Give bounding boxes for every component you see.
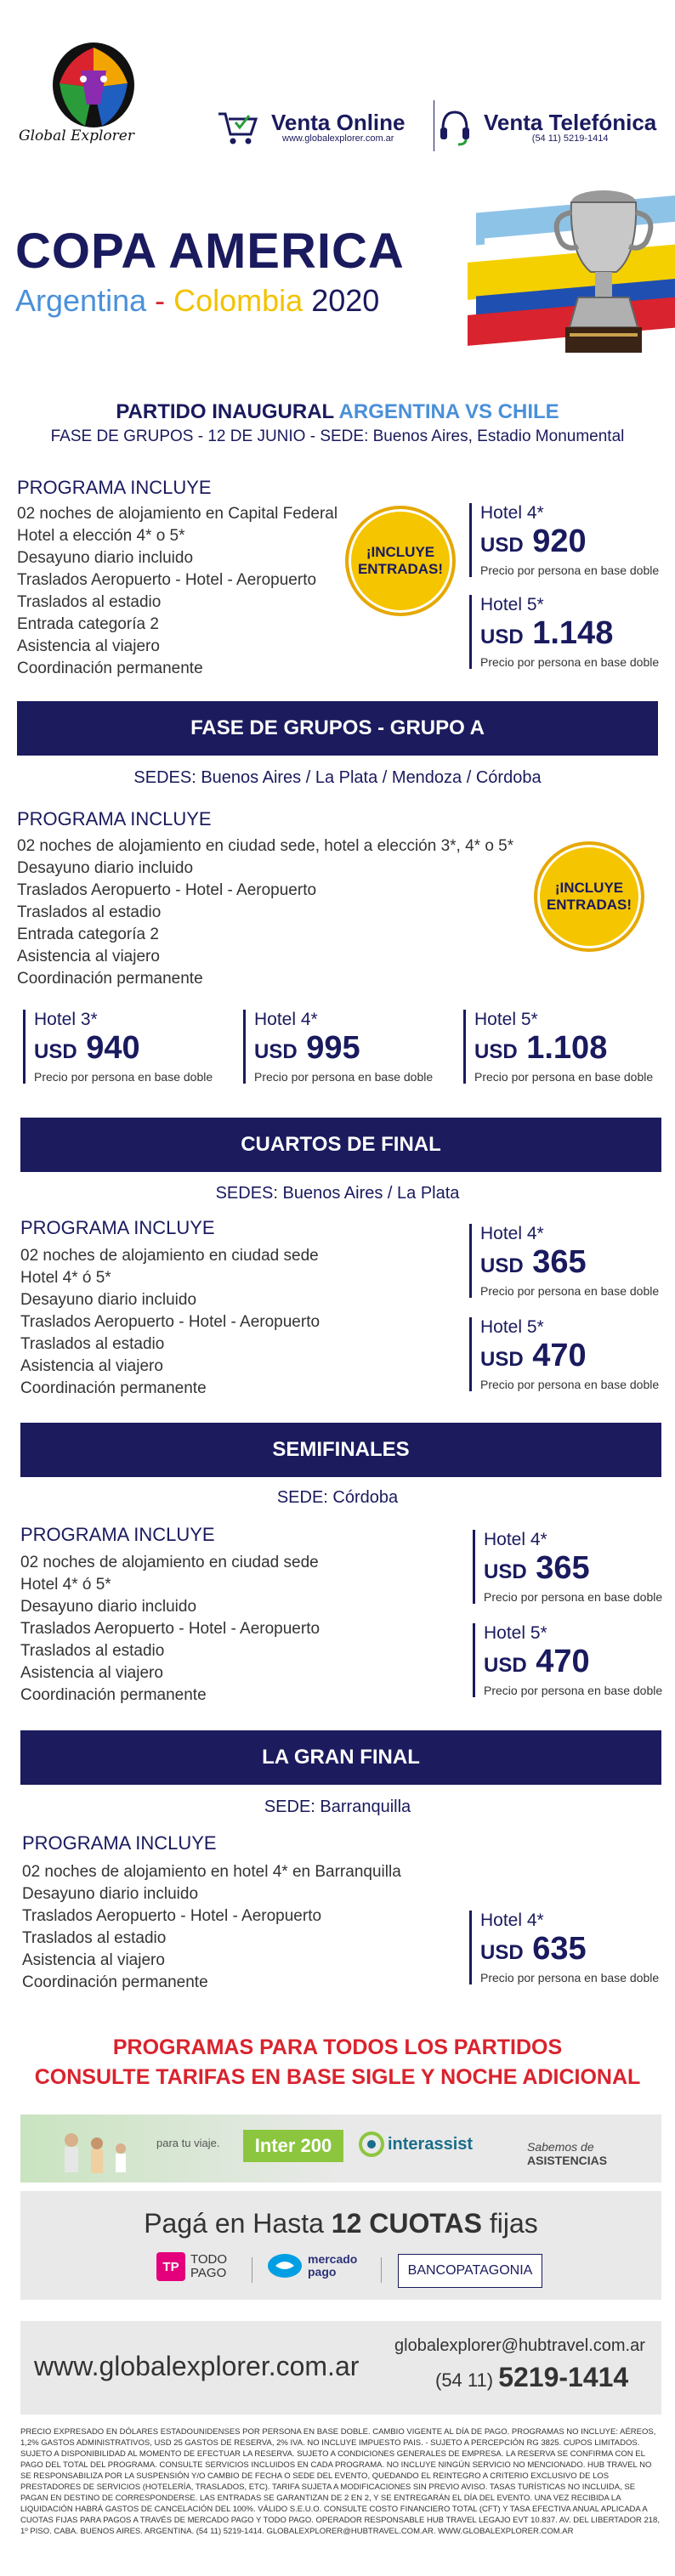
- price-note: Precio por persona en base doble: [480, 1378, 660, 1391]
- page-subtitle: [15, 283, 379, 319]
- inaugural-program-heading: PROGRAMA INCLUYE: [17, 477, 212, 498]
- hotel-price-card[interactable]: [473, 1623, 662, 1697]
- price-note: Precio por persona en base doble: [480, 563, 660, 577]
- price-value: 365: [536, 1550, 590, 1586]
- list-item: Desayuno diario incluido: [20, 1598, 197, 1616]
- hotel-name: Hotel 5*: [484, 1623, 547, 1643]
- price-value: 1.108: [526, 1030, 608, 1066]
- todopago-top: TODO: [190, 2252, 228, 2267]
- hotel-name: Hotel 5*: [480, 1317, 544, 1337]
- payment-prefix: Pagá en Hasta: [144, 2208, 332, 2239]
- list-item: Hotel 4* ó 5*: [20, 1269, 111, 1287]
- cta-line-1: PROGRAMAS PARA TODOS LOS PARTIDOS: [112, 2035, 563, 2059]
- group-program-heading: PROGRAMA INCLUYE: [17, 808, 212, 829]
- inaugural-subtitle: FASE DE GRUPOS - 12 DE JUNIO - SEDE: Buenos Aires, Estadio Monumental: [50, 427, 625, 445]
- list-item: Desayuno diario incluido: [17, 859, 194, 877]
- footer-phone[interactable]: [435, 2362, 628, 2393]
- list-item: Asistencia al viajero: [20, 1357, 163, 1375]
- list-item: Traslados Aeropuerto - Hotel - Aeropuerto: [17, 881, 317, 899]
- quarters-sedes: SEDES: Buenos Aires / La Plata: [215, 1184, 460, 1203]
- list-item: Traslados Aeropuerto - Hotel - Aeropuerto: [22, 1907, 322, 1925]
- quarters-items: [20, 1245, 320, 1400]
- price-value: 1.148: [532, 615, 614, 651]
- legal-text: PRECIO EXPRESADO EN DÓLARES ESTADOUNIDENSES POR PERSONA EN BASE DOBLE. CAMBIO VIGENTE AL DÍA DE PAGO. PROGRAMAS NO INCLUYE: AÉREOS, 1,2% GASTOS ADMINISTRATIVOS, USD 25 GASTOS DE RESERVA, 2% IVA. NO INCLUYE IMPUESTO PAIS. - SUJETO A PERCEPCIÓN RG 3825. CUPOS LIMITADOS. SUJETO A DISPONIBILIDAD AL MOMENTO DE EFECTUAR LA RESERVA. SUJETO A CONDICIONES GENERALES DE EMPRESA. LA RESERVA SE CONFIRMA CON EL PAGO DEL TOTAL DEL PROGRAMA. CONSULTE SERVICIOS INCLUIDOS EN CADA PROGRAMA. NO INCLUYE NINGÚN SERVICIO NO MENCIONADO. HUB TRAVEL NO SE RESPONSABILIZA POR LA SUSPENSIÓN Y/O CAMBIO DE FECHA O SEDE DEL EVENTO, QUEDANDO EL REINTEGRO A CRITERIO EXCLUSIVO DE LOS PRESTADORES DE SERVICIOS (HOTELERÍA, TRASLADOS, ETC). TARIFA SUJETA A MODIFICACIONES SIN PREVIO AVISO. TASAS TURÍSTICAS NO INCLUIDA, SE PAGAN EN DESTINO DE CORRESPONDERSE. LAS ENTRADAS SE GARANTIZAN DE 2 EN 2, Y SE ENTREGARÁN EL DÍA DEL EVENTO. UNA VEZ RECIBIDA LA LIQUIDACIÓN HABRÁ GASTOS DE CANCELACIÓN DEL 100%. VÁLIDO S.E.U.O. CONSULTE COSTO FINANCIERO TOTAL (CFT) Y TASA EFECTIVA ANUAL APLICADA A CUOTAS FIJAS PARA PAGOS A TRAVÉS DE MERCADO PAGO Y TODO PAGO. OPERADOR RESPONSABLE HUB TRAVEL LEGAJO EVT 10.837. AV. DEL LIBERTADOR 218, 1º PISO. CABA. BUENOS AIRES. ARGENTINA. (54 11) 5219-1414. GLOBALEXPLORER@HUBTRAVEL.COM.AR. WWW.GLOBALEXPLORER.COM.AR: [20, 2427, 660, 2536]
- list-item: 02 noches de alojamiento en ciudad sede: [20, 1554, 319, 1571]
- list-item: Asistencia al viajero: [22, 1951, 165, 1969]
- list-item: Asistencia al viajero: [20, 1664, 163, 1682]
- list-item: Coordinación permanente: [20, 1686, 207, 1704]
- phone-number-large: 5219-1414: [498, 2362, 629, 2392]
- price-note: Precio por persona en base doble: [484, 1684, 663, 1697]
- mercadopago-text: [308, 2253, 357, 2279]
- page-title: COPA AMERICA: [15, 224, 405, 279]
- hotel-price-card[interactable]: [469, 1224, 659, 1298]
- list-item: Desayuno diario incluido: [17, 549, 194, 567]
- final-items: [22, 1861, 401, 1994]
- currency: USD: [484, 1654, 527, 1677]
- todopago-bottom: PAGO: [190, 2266, 227, 2280]
- country-argentina: Argentina: [15, 283, 147, 318]
- currency: USD: [480, 1254, 524, 1277]
- price-value: 995: [306, 1030, 360, 1066]
- list-item: Hotel a elección 4* o 5*: [17, 527, 185, 545]
- mercadopago-icon: [267, 2252, 303, 2279]
- hotel-price-card[interactable]: [469, 503, 659, 577]
- hotel-price: [34, 1030, 213, 1070]
- currency: USD: [34, 1040, 77, 1063]
- inaugural-items: [17, 503, 338, 680]
- inaugural-teams: ARGENTINA VS CHILE: [338, 400, 559, 423]
- hotel-price: [484, 1550, 662, 1590]
- todopago-text: [190, 2253, 227, 2280]
- entradas-badge: ¡INCLUYE ENTRADAS!: [534, 841, 644, 952]
- footer-url[interactable]: www.globalexplorer.com.ar: [34, 2351, 360, 2381]
- price-value: 635: [532, 1931, 587, 1967]
- list-item: Traslados Aeropuerto - Hotel - Aeropuerto: [20, 1620, 320, 1638]
- price-note: Precio por persona en base doble: [480, 1971, 660, 1984]
- currency: USD: [254, 1040, 298, 1063]
- price-value: 920: [532, 524, 587, 559]
- hotel-name: Hotel 3*: [34, 1010, 98, 1029]
- hotel-price: [484, 1644, 662, 1684]
- title-dash: -: [146, 283, 174, 318]
- price-note: Precio por persona en base doble: [34, 1070, 213, 1084]
- payment-box: [20, 2191, 661, 2300]
- hotel-price: [480, 615, 659, 655]
- list-item: Coordinación permanente: [22, 1973, 208, 1991]
- cart-icon: [217, 109, 258, 146]
- price-note: Precio por persona en base doble: [480, 655, 660, 669]
- mercadopago-logo[interactable]: [267, 2252, 357, 2279]
- price-note: Precio por persona en base doble: [484, 1590, 663, 1604]
- phone-number[interactable]: (54 11) 5219-1414: [531, 133, 609, 144]
- list-item: Entrada categoría 2: [17, 615, 159, 633]
- currency: USD: [474, 1040, 518, 1063]
- footer-email[interactable]: globalexplorer@hubtravel.com.ar: [394, 2336, 645, 2355]
- price-value: 470: [532, 1338, 587, 1373]
- hotel-price-card[interactable]: [473, 1530, 662, 1604]
- country-colombia: Colombia: [173, 283, 303, 318]
- list-item: Traslados al estadio: [20, 1642, 165, 1660]
- payment-divider: [381, 2257, 382, 2283]
- semis-items: [20, 1552, 320, 1707]
- list-item: 02 noches de alojamiento en ciudad sede, hotel a elección 3*, 4* o 5*: [17, 837, 514, 855]
- trophy-icon: [544, 178, 663, 365]
- list-item: Hotel 4* ó 5*: [20, 1576, 111, 1594]
- cta-line-2: CONSULTE TARIFAS EN BASE SIGLE Y NOCHE ADICIONAL: [34, 2065, 641, 2089]
- price-value: 940: [86, 1030, 140, 1066]
- currency: USD: [484, 1560, 527, 1583]
- slogan-text: Sabemos de: [527, 2140, 594, 2154]
- hotel-price-card[interactable]: [23, 1010, 213, 1084]
- insurance-tagline: para tu viaje.: [156, 2137, 220, 2149]
- trophy-illustration: [459, 170, 675, 374]
- insurance-plan: Inter 200: [243, 2130, 343, 2162]
- list-item: 02 noches de alojamiento en ciudad sede: [20, 1247, 319, 1265]
- group-heading: FASE DE GRUPOS - GRUPO A: [17, 701, 658, 756]
- footer-box: [20, 2321, 661, 2415]
- currency: USD: [480, 626, 524, 648]
- price-note: Precio por persona en base doble: [254, 1070, 434, 1084]
- hotel-name: Hotel 5*: [474, 1010, 538, 1029]
- venta-online[interactable]: [217, 102, 406, 153]
- inaugural-title-prefix: PARTIDO INAUGURAL: [116, 400, 339, 423]
- payment-title: [20, 2208, 661, 2239]
- hotel-price-card[interactable]: [469, 1911, 659, 1984]
- final-heading: LA GRAN FINAL: [20, 1730, 661, 1785]
- hotel-price: [480, 1338, 659, 1378]
- currency: USD: [480, 534, 524, 557]
- list-item: Coordinación permanente: [20, 1379, 207, 1397]
- list-item: Traslados al estadio: [17, 593, 162, 611]
- hotel-price: [254, 1030, 433, 1070]
- list-item: Coordinación permanente: [17, 660, 203, 677]
- price-value: 365: [532, 1244, 587, 1280]
- todopago-logo[interactable]: [156, 2252, 227, 2281]
- semis-heading: SEMIFINALES: [20, 1423, 661, 1477]
- insurance-slogan: [527, 2140, 661, 2167]
- quarters-program-heading: PROGRAMA INCLUYE: [20, 1217, 215, 1238]
- hotel-name: Hotel 4*: [480, 503, 544, 523]
- hotel-price: [480, 1931, 659, 1971]
- hotel-price: [480, 524, 659, 563]
- list-item: Asistencia al viajero: [17, 637, 160, 655]
- list-item: Coordinación permanente: [17, 970, 203, 988]
- price-value: 470: [536, 1644, 590, 1679]
- inaugural-title: [0, 400, 675, 424]
- list-item: Desayuno diario incluido: [20, 1291, 197, 1309]
- online-url[interactable]: www.globalexplorer.com.ar: [282, 133, 394, 144]
- hotel-name: Hotel 5*: [480, 595, 544, 614]
- price-note: Precio por persona en base doble: [480, 1284, 660, 1298]
- list-item: Traslados Aeropuerto - Hotel - Aeropuerto: [17, 571, 317, 589]
- hotel-name: Hotel 4*: [484, 1530, 547, 1549]
- currency: USD: [480, 1348, 524, 1371]
- slogan-bold: ASISTENCIAS: [527, 2154, 608, 2167]
- mercadopago-top: mercado: [308, 2252, 358, 2266]
- mercadopago-bottom: pago: [308, 2265, 337, 2279]
- list-item: Traslados al estadio: [17, 903, 162, 921]
- phone-title: Venta Telefónica: [484, 110, 657, 135]
- payment-suffix: fijas: [482, 2208, 538, 2239]
- todopago-icon: TP: [156, 2252, 185, 2281]
- interassist-icon: [359, 2132, 384, 2157]
- headset-icon: [438, 107, 472, 148]
- logo-icon: [34, 41, 153, 134]
- interassist-brand: interassist: [388, 2134, 474, 2154]
- payment-bold: 12 CUOTAS: [331, 2208, 482, 2239]
- hotel-price: [480, 1244, 659, 1284]
- hotel-price-card[interactable]: [469, 595, 659, 669]
- group-sedes: SEDES: Buenos Aires / La Plata / Mendoza / Córdoba: [133, 768, 542, 787]
- entradas-badge: ¡INCLUYE ENTRADAS!: [345, 506, 456, 616]
- list-item: 02 noches de alojamiento en Capital Federal: [17, 505, 338, 523]
- hotel-price-card[interactable]: [243, 1010, 433, 1084]
- online-title: Venta Online: [271, 110, 406, 135]
- family-photo-icon: [46, 2126, 148, 2177]
- bancopatagonia-logo[interactable]: BANCOPATAGONIA: [398, 2254, 542, 2288]
- list-item: Traslados al estadio: [20, 1335, 165, 1353]
- list-item: 02 noches de alojamiento en hotel 4* en Barranquilla: [22, 1863, 401, 1881]
- final-sedes: SEDE: Barranquilla: [264, 1798, 411, 1816]
- phone-prefix: (54 11): [435, 2369, 499, 2391]
- hotel-price-card[interactable]: [463, 1010, 653, 1084]
- title-year: 2020: [311, 283, 380, 318]
- list-item: Entrada categoría 2: [17, 926, 159, 943]
- semis-program-heading: PROGRAMA INCLUYE: [20, 1524, 215, 1545]
- hotel-name: Hotel 4*: [480, 1224, 544, 1243]
- hotel-price-card[interactable]: [469, 1317, 659, 1391]
- currency: USD: [480, 1941, 524, 1964]
- interassist-logo: [359, 2132, 473, 2157]
- hotel-name: Hotel 4*: [254, 1010, 318, 1029]
- final-program-heading: PROGRAMA INCLUYE: [22, 1832, 217, 1854]
- group-items: [17, 835, 513, 990]
- price-note: Precio por persona en base doble: [474, 1070, 654, 1084]
- venta-telefonica[interactable]: [438, 102, 656, 153]
- list-item: Desayuno diario incluido: [22, 1885, 199, 1903]
- list-item: Traslados Aeropuerto - Hotel - Aeropuerto: [20, 1313, 320, 1331]
- list-item: Traslados al estadio: [22, 1929, 167, 1947]
- quarters-heading: CUARTOS DE FINAL: [20, 1118, 661, 1172]
- insurance-banner[interactable]: [20, 2115, 661, 2183]
- list-item: Asistencia al viajero: [17, 948, 160, 965]
- semis-sedes: SEDE: Córdoba: [276, 1488, 399, 1507]
- hotel-name: Hotel 4*: [480, 1911, 544, 1930]
- hotel-price: [474, 1030, 653, 1070]
- logo-text: Global Explorer: [19, 127, 134, 144]
